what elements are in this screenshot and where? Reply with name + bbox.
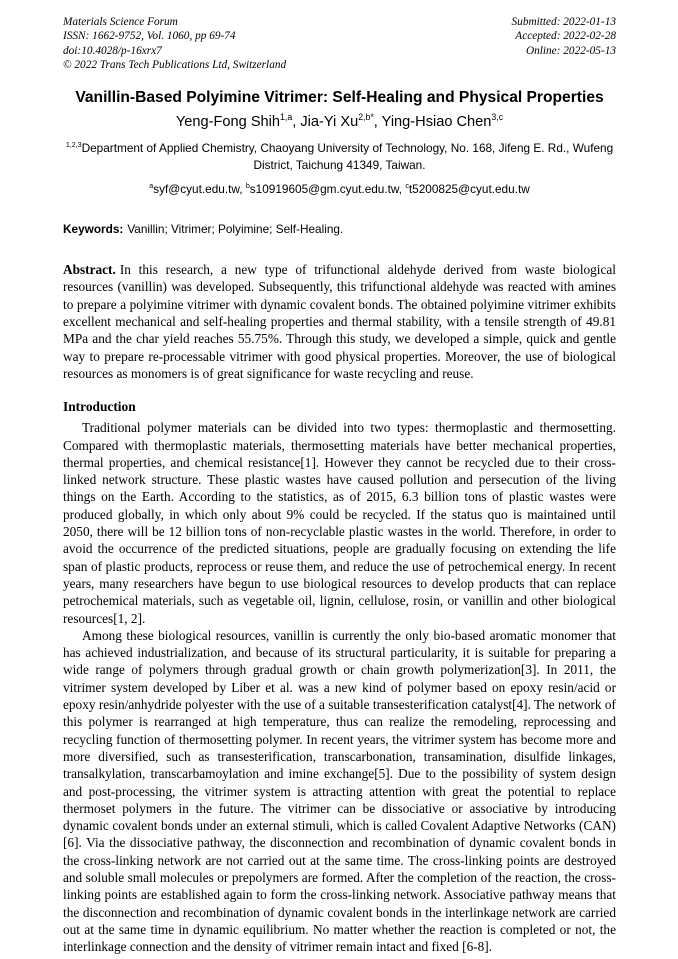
email-c-address: t5200825@cyut.edu.tw — [408, 182, 530, 197]
keywords-line — [63, 222, 616, 236]
page-title: Vanillin-Based Polyimine Vitrimer: Self-Healing and Physical Properties — [75, 89, 604, 107]
authors-line — [63, 114, 616, 130]
submission-dates-block — [512, 15, 616, 72]
email-a-address: syf@cyut.edu.tw — [153, 182, 240, 197]
email-c — [405, 182, 529, 196]
issn-volume-line: ISSN: 1662-9752, Vol. 1060, pp 69-74 — [63, 30, 236, 43]
email-b-address: s10919605@gm.cyut.edu.tw — [249, 182, 399, 197]
emails-line — [63, 182, 616, 196]
keywords-value: Vanillin; Vitrimer; Polyimine; Self-Healing. — [127, 222, 344, 237]
section-heading-introduction: Introduction — [63, 399, 136, 415]
abstract-label: Abstract. — [63, 262, 116, 278]
email-separator: , — [398, 182, 406, 197]
author-1 — [176, 114, 300, 130]
journal-info-block — [63, 15, 286, 72]
abstract-paragraph — [63, 261, 616, 382]
author-3-name: Ying-Hsiao Chen — [381, 114, 492, 131]
author-2-superscript: 2,b* — [358, 112, 374, 123]
email-separator: , — [239, 182, 246, 197]
introduction-paragraph-2: Among these biological resources, vanillin is currently the only bio-based aromatic monomer that has achieved industrialization, and because of its structural particularity, it is suitable for preparing a wide range of polymers through gradual growth or chain growth polymerization[3]. In 2011, the vitrimer system developed by Liber et al. was a new kind of polymer based on epoxy resin/acid or epoxy resin/anhydride polyester with the use of a suitable transesterification catalyst[4]. The network of this polymer is rearranged at high temperature, thus can realize the remodeling, reprocessing and recycling function of thermosetting polymer. In recent years, the vitrimer system has become more and more diversified, such as transesterification, transcarbonation, transamination, disulfide linkages, transalkylation, transcarbamoylation and imine exchange[5]. Due to the possibility of system design and post-processing, the vitrimer system is attracting attention with great the potential to replace thermoset polymers in the future. The vitrimer can be dissociative or associative by introducing dynamic covalent bonds under an external stimuli, which is called Covalent Adaptive Networks (CAN)[6]. Via the dissociative pathway, the disconnection and recombination of dynamic covalent bonds in the cross-linking network are not carried out at the same time. The cross-linking points are destroyed and soluble small molecules or prepolymers are formed. After the completion of the reaction, the cross-linking points are established again to form the cross-linking network. Associative pathway means that the disconnection and recombination of dynamic covalent bonds in the interlinkage network are carried out at the same time in dynamic equilibrium. No matter whether the reaction is completed or not, the interlinkage connection and the density of vitrimer remain intact and fixed [6-8]. — [63, 627, 616, 955]
doi-line: doi:10.4028/p-16xrx7 — [63, 44, 162, 57]
email-c-superscript: c — [405, 182, 409, 191]
submitted-date: Submitted: 2022-01-13 — [511, 16, 616, 28]
journal-header — [63, 15, 616, 72]
author-3 — [382, 114, 503, 130]
accepted-date: Accepted: 2022-02-28 — [515, 30, 616, 43]
affiliation-text: Department of Applied Chemistry, Chaoyang University of Technology, No. 168, Jifeng E. Rd., Wufeng District, Taichung 41349, Taiwan. — [81, 141, 614, 172]
author-1-name: Yeng-Fong Shih — [175, 114, 281, 131]
introduction-paragraph-1: Traditional polymer materials can be divided into two types: thermoplastic and thermosetting. Compared with thermoplastic materials, thermosetting materials have better mechanical properties, thermal properties, and chemical resistance[1]. However they cannot be recycled due to their cross-linked network structure. These plastic wastes have caused pollution and persecution of the living things on the Earth. According to the statistics, as of 2015, 6.3 billion tons of plastic wastes were produced globally, in which only about 9% could be recycled. If the status quo is maintained until 2050, there will be 12 billion tons of non-recyclable plastic wastes in the world. Therefore, in order to avoid the occurrence of the predicted situations, people are gradually focusing on extending the life span of plastic products, reprocess or reuse them, and reduce the use of petrochemical energy. In recent years, many researchers have begun to use biological resources to develop products that can replace petrochemical materials, such as vegetable oil, lignin, cellulose, rosin, or vanillin and other biological resources[1, 2]. — [63, 420, 616, 626]
author-2-name: Jia-Yi Xu — [300, 114, 359, 131]
affiliation-superscript: 1,2,3 — [65, 141, 82, 150]
keywords-label: Keywords: — [63, 222, 124, 237]
author-3-superscript: 3,c — [491, 112, 504, 123]
affiliation-line — [63, 140, 616, 173]
email-b — [246, 182, 406, 196]
journal-name: Materials Science Forum — [63, 16, 178, 28]
author-separator: , — [292, 114, 301, 131]
copyright-line: © 2022 Trans Tech Publications Ltd, Switzerland — [63, 58, 287, 71]
email-b-superscript: b — [245, 182, 250, 191]
author-separator: , — [373, 114, 382, 131]
abstract-text: In this research, a new type of trifunctional aldehyde derived from waste biological resources (vanillin) was developed. Subsequently, this trifunctional aldehyde was reacted with amines to prepare a polyimine vitrimer with dynamic covalent bonds. The obtained polyimine vitrimer exhibits excellent mechanical and self-healing properties and thermal stability, with a tensile strength of 49.81 MPa and the char yield reaches 55.75%. Through this study, we developed a simple, quick and gentle way to prepare re-processable vitrimer with good physical properties. Moreover, the use of biological resources as monomers is of great significance for waste recycling and reuse. — [63, 262, 616, 381]
email-a — [149, 182, 246, 196]
online-date: Online: 2022-05-13 — [525, 44, 616, 57]
author-2 — [300, 114, 381, 130]
email-a-superscript: a — [149, 182, 154, 191]
author-1-superscript: 1,a — [280, 112, 293, 123]
